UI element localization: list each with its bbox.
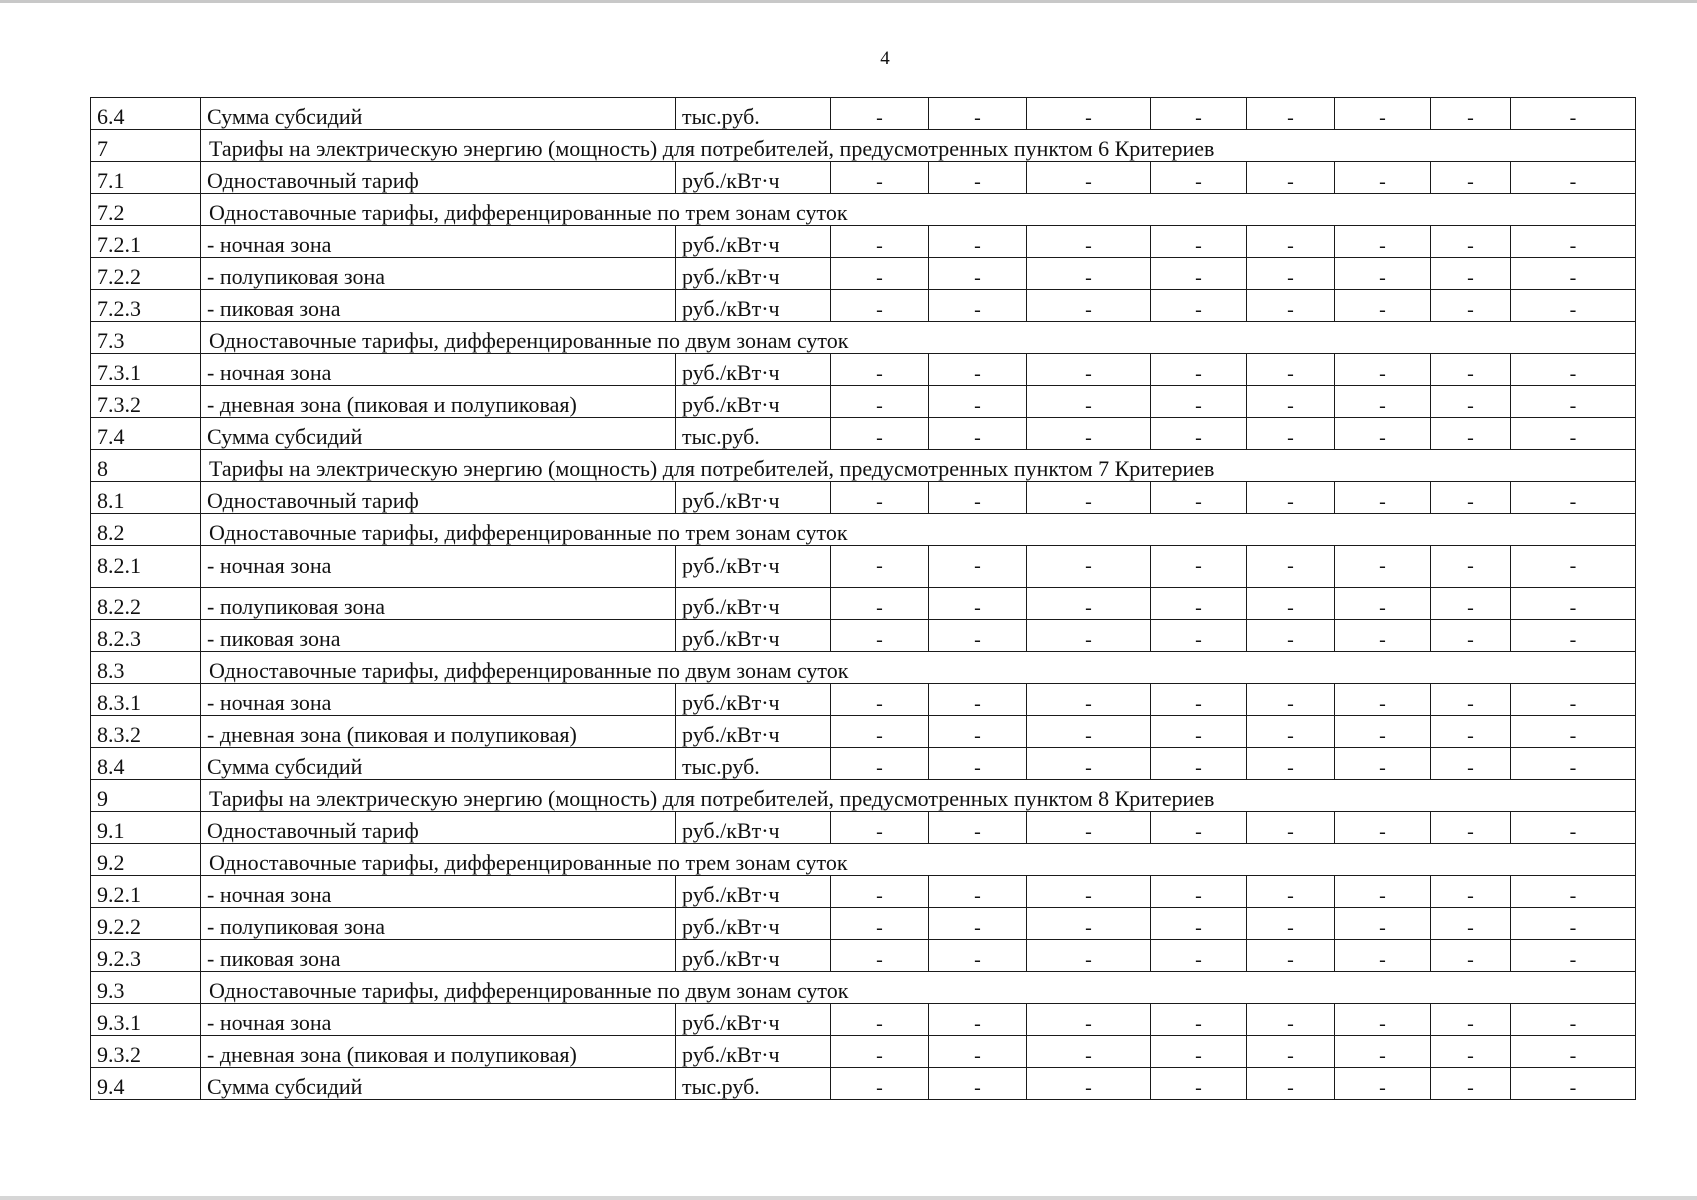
value-cell: - xyxy=(1511,162,1636,194)
value-cell: - xyxy=(1431,98,1511,130)
table-row xyxy=(91,258,1636,290)
value-cell: - xyxy=(1511,354,1636,386)
value-cell: - xyxy=(1511,684,1636,716)
value-cell: - xyxy=(929,940,1027,972)
row-unit-cell: руб./кВт·ч xyxy=(676,716,831,748)
value-cell: - xyxy=(1027,620,1151,652)
value-cell: - xyxy=(1335,98,1431,130)
value-cell: - xyxy=(1511,716,1636,748)
value-cell: - xyxy=(929,1036,1027,1068)
value-cell: - xyxy=(1151,684,1247,716)
value-cell: - xyxy=(1027,162,1151,194)
value-cell: - xyxy=(1247,940,1335,972)
value-cell: - xyxy=(1151,812,1247,844)
value-cell: - xyxy=(1151,716,1247,748)
row-number-cell: 7.3.1 xyxy=(91,354,201,386)
row-name-cell: - полупиковая зона xyxy=(201,588,676,620)
value-cell: - xyxy=(1431,546,1511,588)
value-cell: - xyxy=(831,716,929,748)
table-row xyxy=(91,162,1636,194)
row-name-cell: Одноставочный тариф xyxy=(201,162,676,194)
row-name-cell: Сумма субсидий xyxy=(201,748,676,780)
value-cell: - xyxy=(1247,354,1335,386)
row-name-cell: - дневная зона (пиковая и полупиковая) xyxy=(201,716,676,748)
value-cell: - xyxy=(1247,1004,1335,1036)
value-cell: - xyxy=(1027,418,1151,450)
section-row xyxy=(91,450,1636,482)
row-number-cell: 8.3.2 xyxy=(91,716,201,748)
value-cell: - xyxy=(1511,386,1636,418)
value-cell: - xyxy=(1431,226,1511,258)
value-cell: - xyxy=(1511,418,1636,450)
value-cell: - xyxy=(1431,588,1511,620)
value-cell: - xyxy=(929,620,1027,652)
value-cell: - xyxy=(1027,354,1151,386)
section-row xyxy=(91,652,1636,684)
section-title-cell: Одноставочные тарифы, дифференцированные по двум зонам суток xyxy=(201,322,1636,354)
row-unit-cell: руб./кВт·ч xyxy=(676,1004,831,1036)
row-number-cell: 9.2.2 xyxy=(91,908,201,940)
row-name-cell: Одноставочный тариф xyxy=(201,482,676,514)
row-name-cell: - ночная зона xyxy=(201,684,676,716)
row-number-cell: 8.2.2 xyxy=(91,588,201,620)
value-cell: - xyxy=(1335,812,1431,844)
row-number-cell: 9.3.2 xyxy=(91,1036,201,1068)
row-name-cell: Сумма субсидий xyxy=(201,418,676,450)
value-cell: - xyxy=(1335,354,1431,386)
value-cell: - xyxy=(1027,98,1151,130)
value-cell: - xyxy=(929,1068,1027,1100)
value-cell: - xyxy=(1027,876,1151,908)
value-cell: - xyxy=(1247,748,1335,780)
value-cell: - xyxy=(1247,482,1335,514)
value-cell: - xyxy=(1335,418,1431,450)
value-cell: - xyxy=(1027,386,1151,418)
value-cell: - xyxy=(1151,482,1247,514)
value-cell: - xyxy=(929,258,1027,290)
row-unit-cell: тыс.руб. xyxy=(676,98,831,130)
value-cell: - xyxy=(1431,812,1511,844)
value-cell: - xyxy=(1335,684,1431,716)
row-number-cell: 7.2.3 xyxy=(91,290,201,322)
row-name-cell: - пиковая зона xyxy=(201,290,676,322)
row-number-cell: 9 xyxy=(91,780,201,812)
scan-bottom-edge xyxy=(0,1196,1697,1200)
value-cell: - xyxy=(831,418,929,450)
table-row xyxy=(91,418,1636,450)
value-cell: - xyxy=(1431,1036,1511,1068)
page-number: 4 xyxy=(880,48,890,69)
section-row xyxy=(91,130,1636,162)
value-cell: - xyxy=(1431,684,1511,716)
value-cell: - xyxy=(1431,716,1511,748)
value-cell: - xyxy=(831,876,929,908)
value-cell: - xyxy=(929,876,1027,908)
value-cell: - xyxy=(1247,908,1335,940)
row-number-cell: 9.3.1 xyxy=(91,1004,201,1036)
table-row xyxy=(91,386,1636,418)
table-row xyxy=(91,98,1636,130)
value-cell: - xyxy=(929,908,1027,940)
value-cell: - xyxy=(831,226,929,258)
value-cell: - xyxy=(1431,908,1511,940)
value-cell: - xyxy=(1027,684,1151,716)
value-cell: - xyxy=(831,386,929,418)
row-name-cell: - ночная зона xyxy=(201,354,676,386)
value-cell: - xyxy=(1151,940,1247,972)
table-row xyxy=(91,748,1636,780)
row-unit-cell: руб./кВт·ч xyxy=(676,546,831,588)
value-cell: - xyxy=(1027,226,1151,258)
value-cell: - xyxy=(1027,748,1151,780)
row-number-cell: 8.4 xyxy=(91,748,201,780)
value-cell: - xyxy=(1247,588,1335,620)
section-row xyxy=(91,322,1636,354)
value-cell: - xyxy=(1247,98,1335,130)
value-cell: - xyxy=(1511,908,1636,940)
value-cell: - xyxy=(1335,1004,1431,1036)
value-cell: - xyxy=(1511,290,1636,322)
value-cell: - xyxy=(929,482,1027,514)
row-unit-cell: руб./кВт·ч xyxy=(676,1036,831,1068)
value-cell: - xyxy=(929,354,1027,386)
section-title-cell: Одноставочные тарифы, дифференцированные по двум зонам суток xyxy=(201,972,1636,1004)
value-cell: - xyxy=(1151,290,1247,322)
table-row xyxy=(91,354,1636,386)
table-row xyxy=(91,1004,1636,1036)
row-number-cell: 8 xyxy=(91,450,201,482)
table-row xyxy=(91,1068,1636,1100)
value-cell: - xyxy=(1431,162,1511,194)
table-row xyxy=(91,716,1636,748)
row-unit-cell: руб./кВт·ч xyxy=(676,588,831,620)
row-name-cell: - пиковая зона xyxy=(201,940,676,972)
value-cell: - xyxy=(1247,386,1335,418)
value-cell: - xyxy=(1027,716,1151,748)
value-cell: - xyxy=(831,162,929,194)
value-cell: - xyxy=(1511,482,1636,514)
section-title-cell: Тарифы на электрическую энергию (мощность) для потребителей, предусмотренных пунктом 6 Критериев xyxy=(201,130,1636,162)
value-cell: - xyxy=(1151,588,1247,620)
value-cell: - xyxy=(1247,620,1335,652)
value-cell: - xyxy=(1335,162,1431,194)
row-number-cell: 9.3 xyxy=(91,972,201,1004)
section-title-cell: Тарифы на электрическую энергию (мощность) для потребителей, предусмотренных пунктом 8 Критериев xyxy=(201,780,1636,812)
value-cell: - xyxy=(1335,620,1431,652)
table-row xyxy=(91,940,1636,972)
value-cell: - xyxy=(929,748,1027,780)
row-unit-cell: руб./кВт·ч xyxy=(676,290,831,322)
value-cell: - xyxy=(1247,226,1335,258)
value-cell: - xyxy=(831,354,929,386)
section-title-cell: Одноставочные тарифы, дифференцированные по трем зонам суток xyxy=(201,514,1636,546)
value-cell: - xyxy=(1247,684,1335,716)
value-cell: - xyxy=(1027,546,1151,588)
value-cell: - xyxy=(1247,1068,1335,1100)
section-row xyxy=(91,844,1636,876)
row-number-cell: 9.2.3 xyxy=(91,940,201,972)
value-cell: - xyxy=(1151,98,1247,130)
section-title-cell: Одноставочные тарифы, дифференцированные по трем зонам суток xyxy=(201,844,1636,876)
tariff-table xyxy=(90,97,1636,1100)
value-cell: - xyxy=(1027,1068,1151,1100)
section-row xyxy=(91,780,1636,812)
row-unit-cell: тыс.руб. xyxy=(676,748,831,780)
value-cell: - xyxy=(929,162,1027,194)
value-cell: - xyxy=(929,1004,1027,1036)
row-unit-cell: руб./кВт·ч xyxy=(676,876,831,908)
table-row xyxy=(91,482,1636,514)
value-cell: - xyxy=(929,716,1027,748)
value-cell: - xyxy=(1511,812,1636,844)
row-name-cell: - ночная зона xyxy=(201,876,676,908)
value-cell: - xyxy=(1431,354,1511,386)
row-unit-cell: руб./кВт·ч xyxy=(676,908,831,940)
row-number-cell: 7.2 xyxy=(91,194,201,226)
value-cell: - xyxy=(929,98,1027,130)
value-cell: - xyxy=(1151,386,1247,418)
value-cell: - xyxy=(1335,716,1431,748)
table-row xyxy=(91,620,1636,652)
value-cell: - xyxy=(831,588,929,620)
row-name-cell: - полупиковая зона xyxy=(201,258,676,290)
row-number-cell: 8.2.1 xyxy=(91,546,201,588)
value-cell: - xyxy=(831,940,929,972)
value-cell: - xyxy=(1511,98,1636,130)
value-cell: - xyxy=(831,748,929,780)
value-cell: - xyxy=(1431,876,1511,908)
value-cell: - xyxy=(1431,290,1511,322)
value-cell: - xyxy=(831,620,929,652)
row-unit-cell: руб./кВт·ч xyxy=(676,162,831,194)
value-cell: - xyxy=(929,290,1027,322)
section-row xyxy=(91,972,1636,1004)
table-row xyxy=(91,546,1636,588)
value-cell: - xyxy=(1151,258,1247,290)
value-cell: - xyxy=(1151,1068,1247,1100)
value-cell: - xyxy=(1431,1068,1511,1100)
row-unit-cell: руб./кВт·ч xyxy=(676,940,831,972)
row-number-cell: 8.2.3 xyxy=(91,620,201,652)
section-row xyxy=(91,194,1636,226)
value-cell: - xyxy=(1247,162,1335,194)
row-unit-cell: руб./кВт·ч xyxy=(676,354,831,386)
value-cell: - xyxy=(1335,258,1431,290)
row-number-cell: 7 xyxy=(91,130,201,162)
value-cell: - xyxy=(929,588,1027,620)
value-cell: - xyxy=(1335,386,1431,418)
value-cell: - xyxy=(1511,1068,1636,1100)
row-number-cell: 7.1 xyxy=(91,162,201,194)
value-cell: - xyxy=(1247,258,1335,290)
row-number-cell: 7.4 xyxy=(91,418,201,450)
value-cell: - xyxy=(1335,1036,1431,1068)
table-row xyxy=(91,226,1636,258)
value-cell: - xyxy=(1027,1036,1151,1068)
row-unit-cell: руб./кВт·ч xyxy=(676,684,831,716)
value-cell: - xyxy=(1511,940,1636,972)
row-number-cell: 9.1 xyxy=(91,812,201,844)
row-number-cell: 9.2 xyxy=(91,844,201,876)
table-row xyxy=(91,1036,1636,1068)
value-cell: - xyxy=(1247,716,1335,748)
row-unit-cell: руб./кВт·ч xyxy=(676,226,831,258)
value-cell: - xyxy=(929,812,1027,844)
value-cell: - xyxy=(929,546,1027,588)
row-unit-cell: тыс.руб. xyxy=(676,418,831,450)
row-name-cell: - дневная зона (пиковая и полупиковая) xyxy=(201,386,676,418)
value-cell: - xyxy=(1247,418,1335,450)
row-number-cell: 7.2.1 xyxy=(91,226,201,258)
value-cell: - xyxy=(831,1004,929,1036)
row-number-cell: 8.1 xyxy=(91,482,201,514)
value-cell: - xyxy=(1335,908,1431,940)
row-name-cell: - ночная зона xyxy=(201,546,676,588)
value-cell: - xyxy=(1511,258,1636,290)
value-cell: - xyxy=(1511,748,1636,780)
table-row xyxy=(91,290,1636,322)
value-cell: - xyxy=(1151,620,1247,652)
value-cell: - xyxy=(1431,418,1511,450)
value-cell: - xyxy=(1151,748,1247,780)
value-cell: - xyxy=(1151,876,1247,908)
row-unit-cell: руб./кВт·ч xyxy=(676,620,831,652)
value-cell: - xyxy=(1027,482,1151,514)
value-cell: - xyxy=(1151,1036,1247,1068)
value-cell: - xyxy=(1511,1004,1636,1036)
row-name-cell: - дневная зона (пиковая и полупиковая) xyxy=(201,1036,676,1068)
row-number-cell: 7.3 xyxy=(91,322,201,354)
value-cell: - xyxy=(1027,940,1151,972)
value-cell: - xyxy=(1027,812,1151,844)
row-unit-cell: руб./кВт·ч xyxy=(676,386,831,418)
value-cell: - xyxy=(1335,748,1431,780)
row-unit-cell: руб./кВт·ч xyxy=(676,258,831,290)
value-cell: - xyxy=(1151,418,1247,450)
row-unit-cell: тыс.руб. xyxy=(676,1068,831,1100)
value-cell: - xyxy=(831,812,929,844)
value-cell: - xyxy=(929,684,1027,716)
value-cell: - xyxy=(1027,908,1151,940)
value-cell: - xyxy=(831,98,929,130)
row-name-cell: Сумма субсидий xyxy=(201,98,676,130)
row-number-cell: 7.3.2 xyxy=(91,386,201,418)
value-cell: - xyxy=(1511,876,1636,908)
row-name-cell: - ночная зона xyxy=(201,1004,676,1036)
value-cell: - xyxy=(1431,940,1511,972)
value-cell: - xyxy=(1151,226,1247,258)
value-cell: - xyxy=(1247,812,1335,844)
value-cell: - xyxy=(1511,546,1636,588)
value-cell: - xyxy=(1151,354,1247,386)
row-number-cell: 7.2.2 xyxy=(91,258,201,290)
value-cell: - xyxy=(831,1068,929,1100)
value-cell: - xyxy=(1247,1036,1335,1068)
value-cell: - xyxy=(1431,748,1511,780)
value-cell: - xyxy=(1335,290,1431,322)
table-row xyxy=(91,588,1636,620)
value-cell: - xyxy=(1151,1004,1247,1036)
value-cell: - xyxy=(1027,258,1151,290)
value-cell: - xyxy=(1511,588,1636,620)
value-cell: - xyxy=(831,1036,929,1068)
value-cell: - xyxy=(831,684,929,716)
value-cell: - xyxy=(1151,546,1247,588)
table-row xyxy=(91,684,1636,716)
value-cell: - xyxy=(1335,940,1431,972)
value-cell: - xyxy=(1511,620,1636,652)
value-cell: - xyxy=(1151,162,1247,194)
value-cell: - xyxy=(831,258,929,290)
value-cell: - xyxy=(831,546,929,588)
value-cell: - xyxy=(1431,482,1511,514)
value-cell: - xyxy=(1247,290,1335,322)
value-cell: - xyxy=(929,386,1027,418)
value-cell: - xyxy=(929,418,1027,450)
row-name-cell: - полупиковая зона xyxy=(201,908,676,940)
value-cell: - xyxy=(929,226,1027,258)
section-title-cell: Тарифы на электрическую энергию (мощность) для потребителей, предусмотренных пунктом 7 Критериев xyxy=(201,450,1636,482)
row-number-cell: 8.3.1 xyxy=(91,684,201,716)
value-cell: - xyxy=(1431,620,1511,652)
value-cell: - xyxy=(1027,588,1151,620)
section-title-cell: Одноставочные тарифы, дифференцированные по трем зонам суток xyxy=(201,194,1636,226)
row-name-cell: Одноставочный тариф xyxy=(201,812,676,844)
scan-top-edge xyxy=(0,0,1697,3)
value-cell: - xyxy=(1431,386,1511,418)
value-cell: - xyxy=(1431,1004,1511,1036)
value-cell: - xyxy=(831,908,929,940)
value-cell: - xyxy=(1247,546,1335,588)
value-cell: - xyxy=(1511,1036,1636,1068)
row-number-cell: 8.3 xyxy=(91,652,201,684)
value-cell: - xyxy=(831,290,929,322)
value-cell: - xyxy=(831,482,929,514)
row-number-cell: 6.4 xyxy=(91,98,201,130)
value-cell: - xyxy=(1431,258,1511,290)
row-name-cell: - ночная зона xyxy=(201,226,676,258)
row-unit-cell: руб./кВт·ч xyxy=(676,482,831,514)
value-cell: - xyxy=(1247,876,1335,908)
row-number-cell: 9.2.1 xyxy=(91,876,201,908)
value-cell: - xyxy=(1151,908,1247,940)
value-cell: - xyxy=(1335,588,1431,620)
row-name-cell: - пиковая зона xyxy=(201,620,676,652)
row-name-cell: Сумма субсидий xyxy=(201,1068,676,1100)
value-cell: - xyxy=(1027,1004,1151,1036)
value-cell: - xyxy=(1335,546,1431,588)
row-number-cell: 9.4 xyxy=(91,1068,201,1100)
section-row xyxy=(91,514,1636,546)
table-row xyxy=(91,812,1636,844)
value-cell: - xyxy=(1335,482,1431,514)
value-cell: - xyxy=(1335,1068,1431,1100)
value-cell: - xyxy=(1027,290,1151,322)
tariff-table-body xyxy=(91,98,1636,1100)
row-number-cell: 8.2 xyxy=(91,514,201,546)
section-title-cell: Одноставочные тарифы, дифференцированные по двум зонам суток xyxy=(201,652,1636,684)
value-cell: - xyxy=(1335,226,1431,258)
table-row xyxy=(91,876,1636,908)
value-cell: - xyxy=(1335,876,1431,908)
value-cell: - xyxy=(1511,226,1636,258)
table-row xyxy=(91,908,1636,940)
row-unit-cell: руб./кВт·ч xyxy=(676,812,831,844)
